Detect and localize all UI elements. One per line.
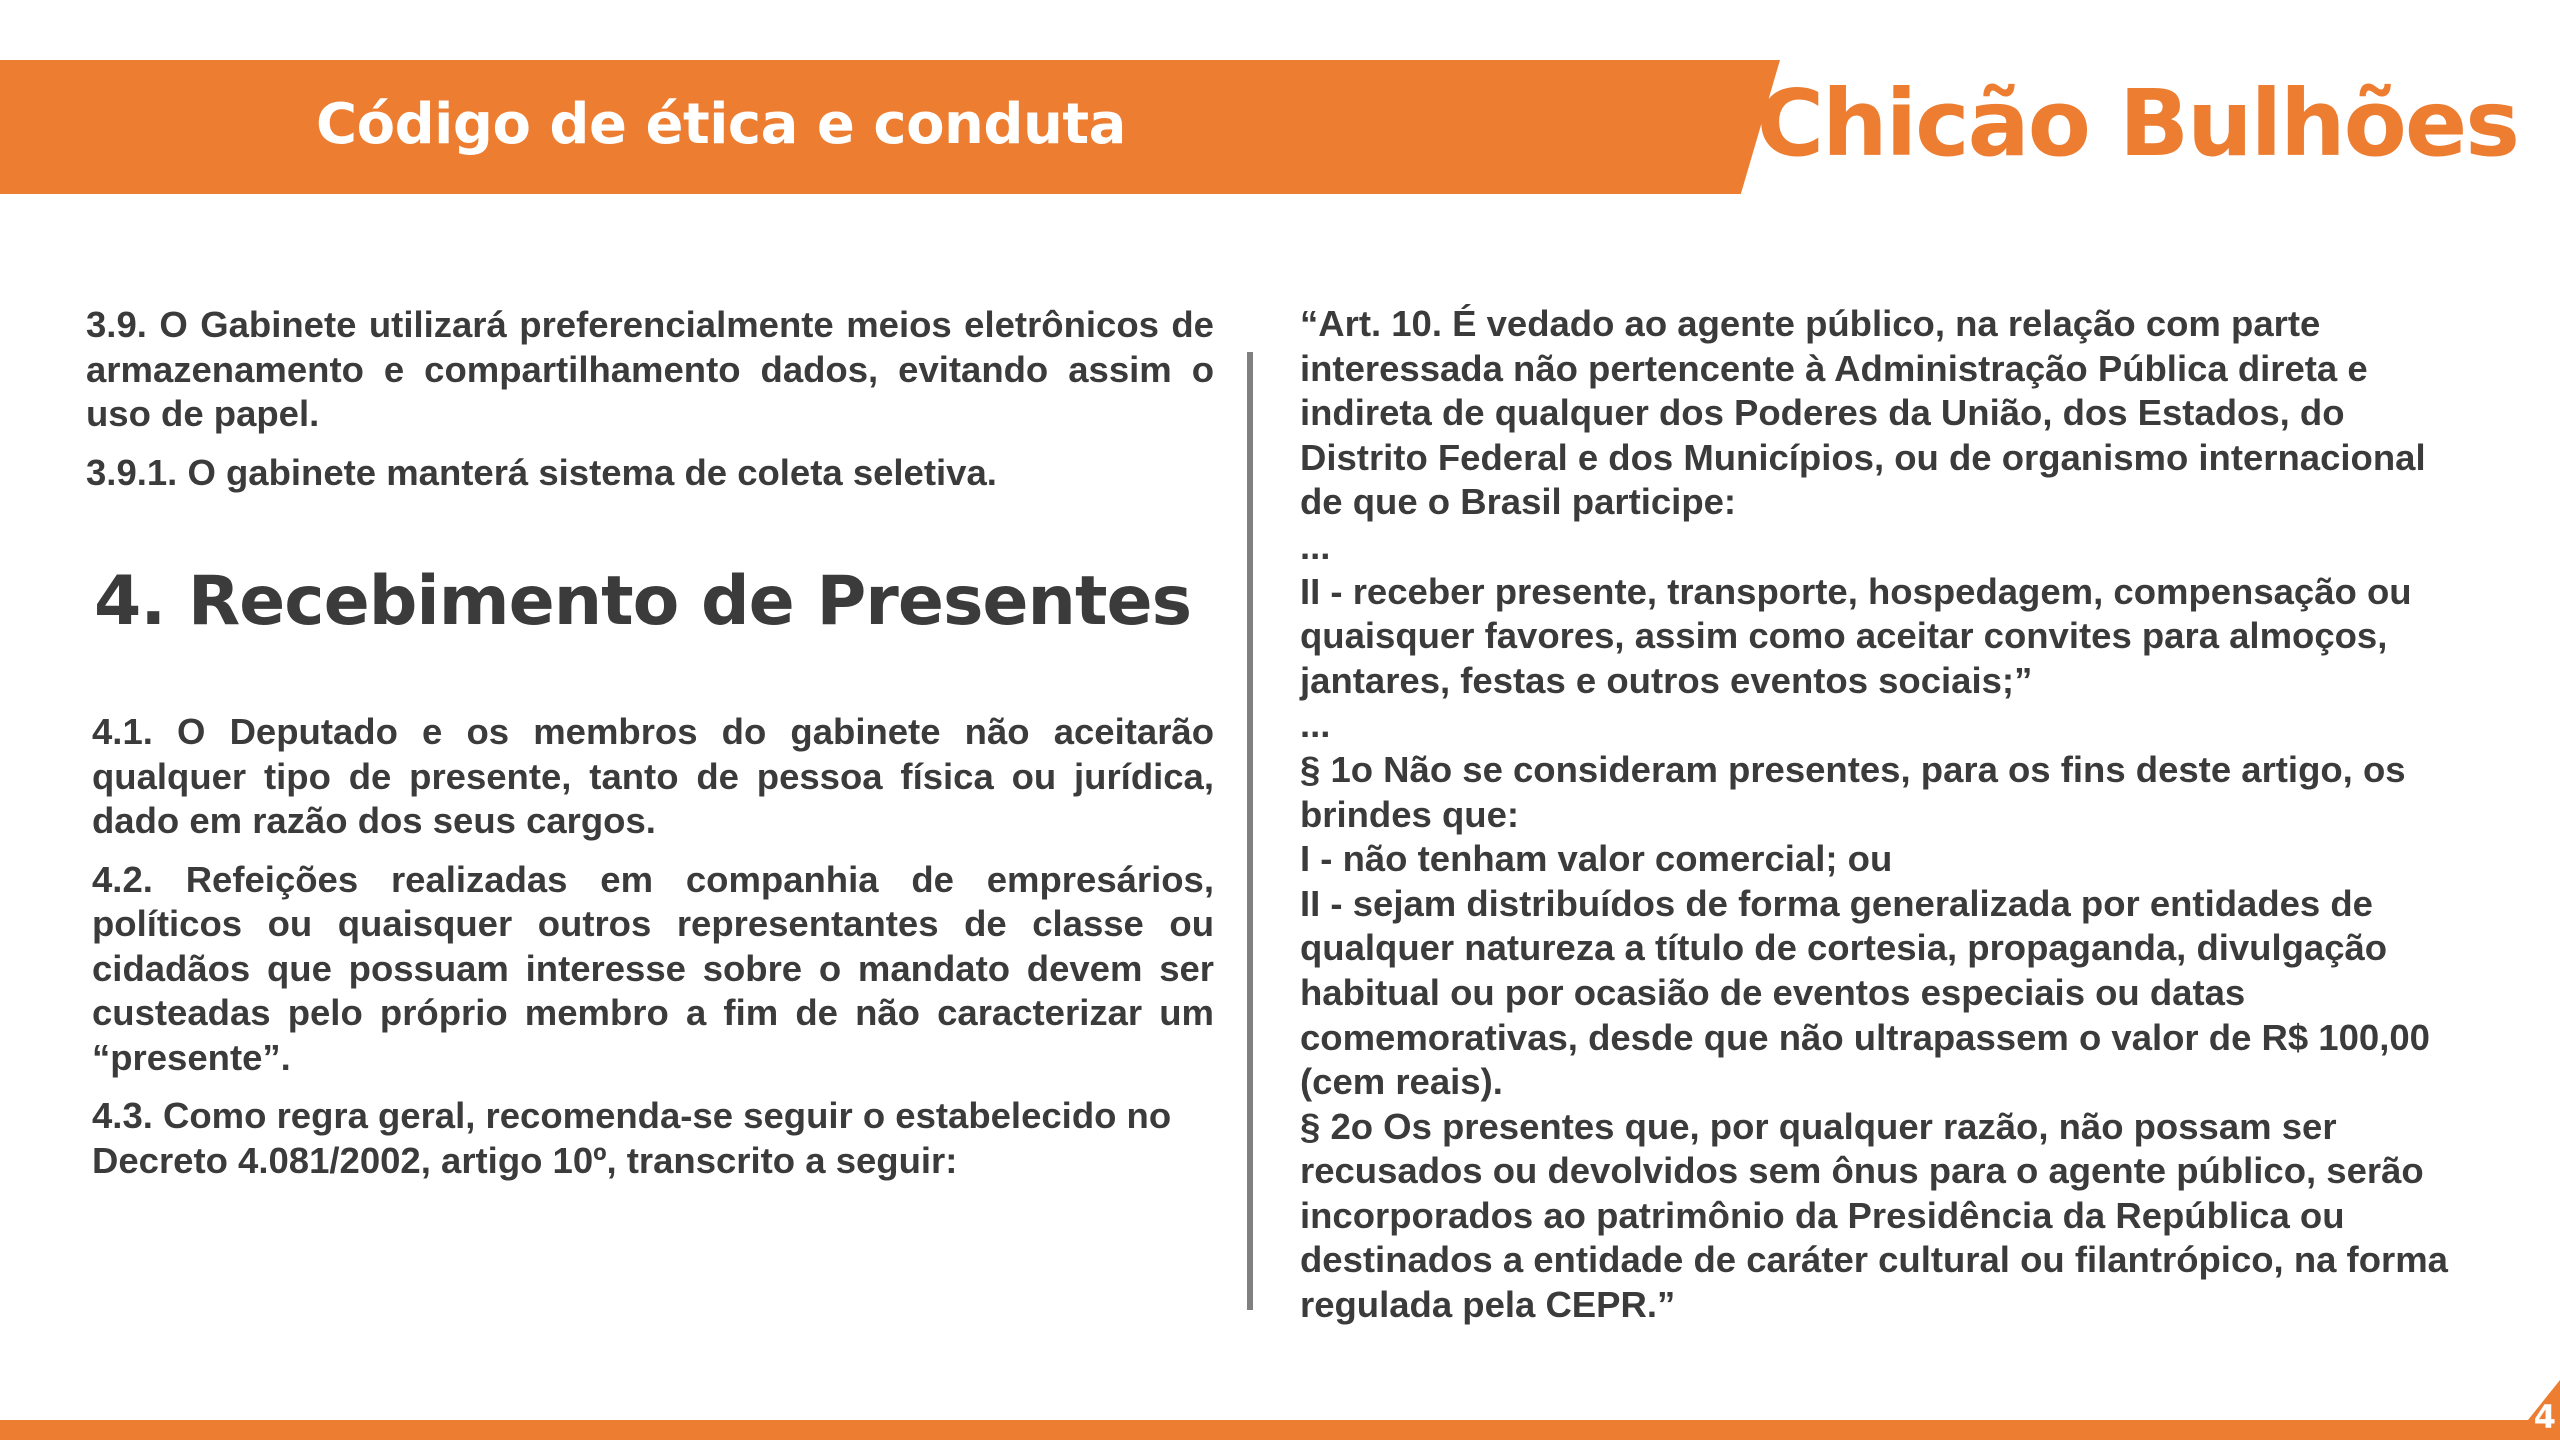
quote-line: ... (1300, 704, 1331, 746)
quote-line: II - sejam distribuídos de forma generalizada por entidades de (1300, 882, 2373, 924)
quote-line: (cem reais). (1300, 1061, 1503, 1103)
brand-name: Chicão Bulhões (1756, 70, 2518, 177)
quote-line: regulada pela CEPR.” (1300, 1284, 1676, 1326)
footer-band (0, 1420, 2560, 1440)
quote-line: recusados ou devolvidos sem ônus para o agente público, serão (1300, 1150, 2424, 1192)
quote-line: ... (1300, 525, 1331, 567)
quote-line: indireta de qualquer dos Poderes da União, dos Estados, do (1300, 392, 2345, 434)
page-number: 4 (2533, 1398, 2556, 1436)
section-heading: 4. Recebimento de Presentes (94, 562, 1192, 641)
quote-line: destinados a entidade de caráter cultural ou filantrópico, na forma (1300, 1239, 2448, 1281)
quote-line: interessada não pertencente à Administração Pública direta e (1300, 347, 2368, 389)
quote-line: de que o Brasil participe: (1300, 481, 1737, 523)
paragraph-3-9-1: 3.9.1. O gabinete manterá sistema de coleta seletiva. (86, 451, 997, 493)
paragraph-4-1: 4.1. O Deputado e os membros do gabinete não aceitarão qualquer tipo de presente, tanto de pessoa física ou jurídica, dado em razão dos seus cargos. (92, 711, 1214, 841)
quote-line: brindes que: (1300, 793, 1520, 835)
paragraph-4-2: 4.2. Refeições realizadas em companhia de empresários, políticos ou quaisquer outros representantes de classe ou cidadãos que possuam interesse sobre o mandato devem ser custeadas pelo próprio membro a fim de não caracterizar um “presente”. (92, 858, 1214, 1078)
quote-line: incorporados ao patrimônio da Presidência da República ou (1300, 1194, 2345, 1236)
quote-line: I - não tenham valor comercial; ou (1300, 838, 1893, 880)
paragraph-3-9: 3.9. O Gabinete utilizará preferencialmente meios eletrônicos de armazenamento e compartilhamento dados, evitando assim o uso de papel. (86, 304, 1214, 434)
quote-line: Distrito Federal e dos Municípios, ou de organismo internacional (1300, 436, 2426, 478)
quote-line: § 2o Os presentes que, por qualquer razão, não possam ser (1300, 1105, 2337, 1147)
column-divider (1247, 352, 1253, 1310)
quote-line: quaisquer favores, assim como aceitar convites para almoços, (1300, 615, 2388, 657)
left-column-top (86, 303, 1214, 509)
quote-line: jantares, festas e outros eventos sociais;” (1300, 659, 2033, 701)
right-column-quote (1300, 302, 2530, 1328)
quote-line: qualquer natureza a título de cortesia, propaganda, divulgação (1300, 927, 2388, 969)
quote-line: “Art. 10. É vedado ao agente público, na relação com parte (1300, 303, 2321, 344)
quote-line: § 1o Não se consideram presentes, para os fins deste artigo, os (1300, 748, 2406, 790)
left-column-bottom (92, 710, 1214, 1197)
quote-line: habitual ou por ocasião de eventos especiais ou datas (1300, 971, 2246, 1013)
quote-line: comemorativas, desde que não ultrapassem o valor de R$ 100,00 (1300, 1016, 2430, 1058)
slide-title: Código de ética e conduta (316, 92, 1126, 157)
quote-line: II - receber presente, transporte, hospedagem, compensação ou (1300, 570, 2412, 612)
paragraph-4-3: 4.3. Como regra geral, recomenda-se seguir o estabelecido no Decreto 4.081/2002, artigo 10º, transcrito a seguir: (92, 1095, 1172, 1181)
